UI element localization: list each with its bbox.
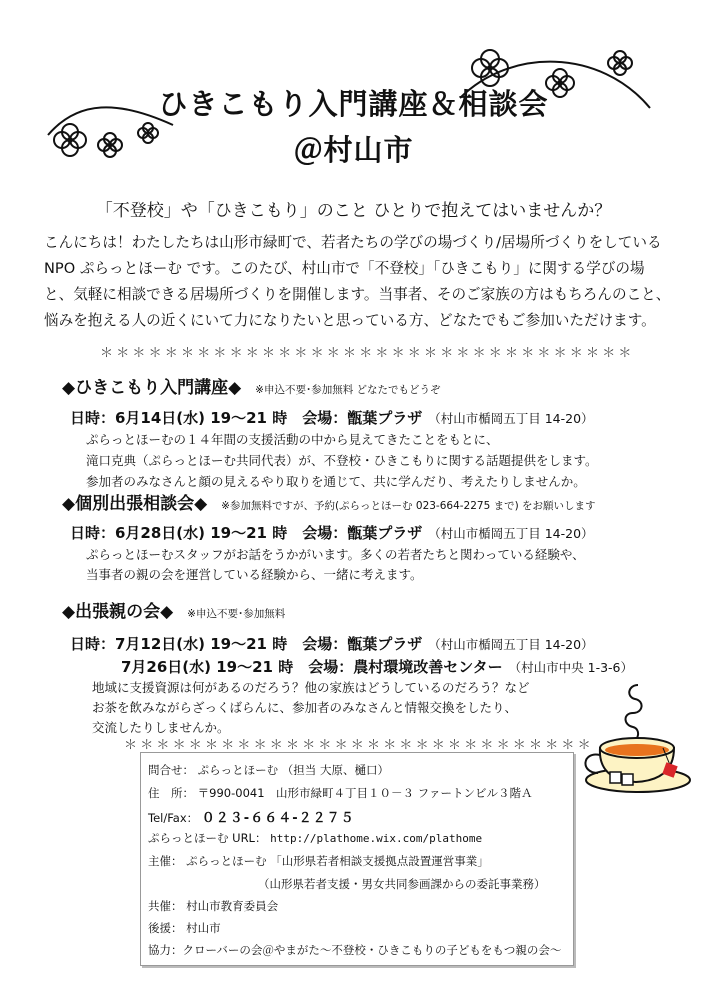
section-body-line: ぷらっとほーむスタッフがお話をうかがいます。多くの若者たちと関わっている経験や、 [86,547,585,562]
section-body-line: 滝口克典（ぷらっとほーむ共同代表）が、不登校・ひきこもりに関する話題提供をします。 [86,453,598,468]
venue: 会場：農村環境改善センター [308,658,503,676]
venue: 会場：甑葉プラザ [302,635,423,653]
datetime: 日時：7月12日(水) 19～21 時 [70,635,288,653]
section-title: ◆ひきこもり入門講座◆ [62,378,242,398]
section-note: ※申込不要･参加無料 [187,608,286,620]
section-body-line: お茶を飲みながらざっくばらんに、参加者のみなさんと情報交換をしたり、 [92,700,518,715]
page-title-location: ＠村山市 [293,133,414,167]
star-divider: ＊＊＊＊＊＊＊＊＊＊＊＊＊＊＊＊＊＊＊＊＊＊＊＊＊＊＊＊＊＊＊＊＊ [100,346,635,361]
schedule-row [70,407,594,428]
venue-address: （村山市楯岡五丁目 14-20） [428,637,594,652]
url-link[interactable]: http://plathome.wix.com/plathome [270,832,483,845]
section-note: ※参加無料ですが、予約(ぷらっとほーむ 023-664-2275 まで) をお願いします [221,500,596,512]
section-body-line: ぷらっとほーむの１４年間の支援活動の中から見えてきたことをもとに、 [86,432,499,447]
teacup-icon [578,680,693,795]
venue: 会場：甑葉プラザ [302,524,423,542]
tel-number: ０２３-６６４-２２７５ [201,811,355,826]
datetime: 7月26日(水) 19～21 時 [121,658,294,676]
contact-url [148,830,482,846]
section-heading-consultation [62,489,596,514]
organizer: 主催： ぷらっとほーむ 「山形県若者相談支援拠点設置運営事業」 [148,854,489,868]
section-heading-intro-course [62,373,441,398]
cohost: 共催： 村山市教育委員会 [148,899,279,913]
section-body-line: 参加者のみなさんと顔の見えるやり取りを通じて、共に学んだり、考えたりしませんか。 [86,474,586,489]
schedule-row [70,633,594,654]
datetime: 日時：6月14日(水) 19～21 時 [70,409,288,427]
section-heading-parents-meeting [62,597,285,622]
page-title: ひきこもり入門講座＆相談会 [158,87,549,121]
intro-line: 悩みを抱える人の近くにいて力になりたいと思っている方、どなたでもご参加いただけます。 [44,312,656,329]
section-body-line: 地域に支援資源は何があるのだろう？他の家族はどうしているのだろう？など [92,680,530,695]
intro-line: と、気軽に相談できる居場所づくりを開催します。当事者、そのご家族の方はもちろんのこと、 [44,286,671,303]
schedule-row [121,656,633,677]
section-title: ◆個別出張相談会◆ [62,494,208,514]
url-label: ぷらっとほーむ URL： [148,831,267,845]
section-body-line: 交流したりしませんか。 [92,720,230,735]
section-note: ※申込不要･参加無料 どなたでもどうぞ [255,384,441,396]
cooperation: 協力：クローバーの会＠やまがた～不登校・ひきこもりの子どもをもつ親の会～ [148,943,562,957]
support: 後援： 村山市 [148,921,221,935]
contact-address: 住 所： 〒990-0041 山形市緑町４丁目１０－３ ファートンビル３階Ａ [148,786,533,800]
venue-address: （村山市楯岡五丁目 14-20） [428,526,594,541]
subtitle: 「不登校」や「ひきこもり」のこと ひとりで抱えてはいませんか？ [95,201,612,221]
intro-line: NPO ぷらっとほーむ です。このたび、村山市で「不登校」「ひきこもり」に関する学びの場 [44,260,645,277]
star-divider: ＊＊＊＊＊＊＊＊＊＊＊＊＊＊＊＊＊＊＊＊＊＊＊＊＊＊＊＊＊ [124,738,594,753]
intro-line: こんにちは！わたしたちは山形市緑町で、若者たちの学びの場づくり/居場所づくりをしている [44,234,662,251]
venue-address: （村山市中央 1-3-6） [508,660,633,675]
venue: 会場：甑葉プラザ [302,409,423,427]
contact-inquiry: 問合せ： ぷらっとほーむ （担当 大原、樋口） [148,763,389,777]
schedule-row [70,522,594,543]
datetime: 日時：6月28日(水) 19～21 時 [70,524,288,542]
venue-address: （村山市楯岡五丁目 14-20） [428,411,594,426]
organizer-note: （山形県若者支援・男女共同参画課からの委託事業務） [258,877,546,891]
tel-label: Tel/Fax： [148,811,199,825]
section-body-line: 当事者の親の会を運営している経験から、一緒に考えます。 [86,567,423,582]
section-title: ◆出張親の会◆ [62,602,174,622]
contact-tel [148,807,355,826]
